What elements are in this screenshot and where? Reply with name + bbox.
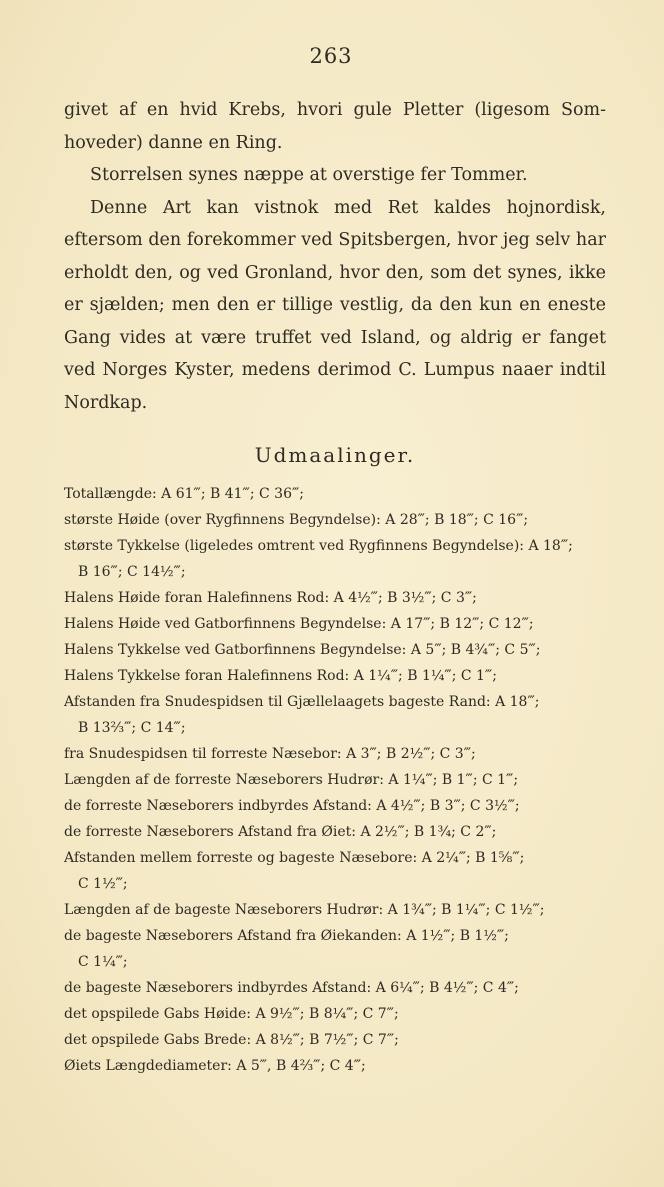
measurement-label: største Høide (over Rygfinnens Begyndelse): — [64, 512, 381, 528]
measurement-row — [64, 975, 606, 1001]
measurement-row — [64, 559, 606, 585]
measurement-row — [64, 767, 606, 793]
measurement-label: det opspilede Gabs Brede: — [64, 1032, 252, 1048]
measurement-values: A 1¼‴; B 1‴; C 1‴; — [388, 772, 519, 788]
measurement-label: Afstanden fra Snudespidsen til Gjællelaagets bageste Rand: — [64, 694, 491, 710]
measurement-row — [64, 1027, 606, 1053]
measurement-row — [64, 741, 606, 767]
measurement-row — [64, 611, 606, 637]
measurement-row — [64, 715, 606, 741]
measurement-row — [64, 533, 606, 559]
measurement-label: de forreste Næseborers indbyrdes Afstand: — [64, 798, 372, 814]
measurement-values: A 17‴; B 12‴; C 12‴; — [390, 616, 534, 632]
section-title: Udmaalinger. — [254, 443, 416, 467]
measurement-values: A 3‴; B 2½‴; C 3‴; — [346, 746, 476, 762]
measurement-row — [64, 897, 606, 923]
measurement-values: A 2¼‴; B 1⅝‴; — [421, 850, 525, 866]
measurement-row — [64, 481, 606, 507]
measurement-values: A 1½‴; B 1½‴; — [406, 928, 509, 944]
measurement-values: A 28‴; B 18‴; C 16‴; — [385, 512, 529, 528]
measurement-label: de bageste Næseborers Afstand fra Øiekanden: — [64, 928, 402, 944]
measurement-values: A 9½‴; B 8¼‴; C 7‴; — [255, 1006, 399, 1022]
measurement-values: A 61‴; B 41‴; C 36‴; — [161, 486, 304, 502]
measurement-label: Halens Tykkelse foran Halefinnens Rod: — [64, 668, 350, 684]
measurement-label: Halens Høide ved Gatborfinnens Begyndelse: — [64, 616, 387, 632]
page-number: 263 — [309, 44, 353, 68]
measurement-label: fra Snudespidsen til forreste Næsebor: — [64, 746, 342, 762]
body-text — [64, 94, 606, 419]
measurements-list — [64, 481, 606, 1079]
measurement-row — [64, 793, 606, 819]
measurement-label: Længden af de forreste Næseborers Hudrør: — [64, 772, 384, 788]
measurement-values: A 1¼‴; B 1¼‴; C 1‴; — [353, 668, 497, 684]
measurement-values: A 2½‴; B 1¾; C 2‴; — [360, 824, 497, 840]
measurement-values: C 1¼‴; — [78, 954, 128, 970]
measurement-values: A 4½‴; B 3½‴; C 3‴; — [333, 590, 477, 606]
measurement-values: A 18‴; — [528, 538, 573, 554]
measurement-values: A 18‴; — [495, 694, 540, 710]
measurement-label: Længden af de bageste Næseborers Hudrør: — [64, 902, 384, 918]
measurement-row — [64, 1001, 606, 1027]
measurement-values: A 5‴, B 4⅔‴; C 4‴; — [236, 1058, 366, 1074]
measurement-label: Halens Høide foran Halefinnens Rod: — [64, 590, 330, 606]
measurement-row — [64, 689, 606, 715]
measurement-values: A 1¾‴; B 1¼‴; C 1½‴; — [387, 902, 545, 918]
paragraph-distribution: Denne Art kan vistnok med Ret kaldes hojnordisk, eftersom den forekommer ved Spitsbergen, hvor jeg selv har erholdt den, og ved Gronland, hvor den, som det synes, ikke er sjælden; men den er tillige vestlig, da den kun en eneste Gang vides at være truffet ved Island, og aldrig er fanget ved Norges Kyster, medens derimod C. Lumpus naaer indtil Nordkap. — [64, 197, 606, 413]
measurement-row — [64, 949, 606, 975]
measurement-row — [64, 1053, 606, 1079]
measurement-values: B 16‴; C 14½‴; — [78, 564, 186, 580]
measurement-label: Afstanden mellem forreste og bageste Næsebore: — [64, 850, 418, 866]
measurement-label: det opspilede Gabs Høide: — [64, 1006, 252, 1022]
measurement-row — [64, 585, 606, 611]
measurement-label: de forreste Næseborers Afstand fra Øiet: — [64, 824, 356, 840]
measurement-row — [64, 663, 606, 689]
measurement-label: Totallængde: — [64, 486, 157, 502]
measurement-row — [64, 845, 606, 871]
measurement-values: A 4½‴; B 3‴; C 3½‴; — [376, 798, 520, 814]
measurement-row — [64, 507, 606, 533]
measurement-row — [64, 923, 606, 949]
paragraph-size: Storrelsen synes næppe at overstige fer Tommer. — [90, 165, 528, 185]
measurement-values: C 1½‴; — [78, 876, 128, 892]
measurement-label: de bageste Næseborers indbyrdes Afstand: — [64, 980, 372, 996]
measurement-label: Øiets Længdediameter: — [64, 1058, 232, 1074]
paragraph-continuation: givet af en hvid Krebs, hvori gule Pletter (ligesom Som-hoveder) danne en Ring. — [64, 100, 606, 153]
measurement-values: A 8½‴; B 7½‴; C 7‴; — [255, 1032, 399, 1048]
measurement-row — [64, 637, 606, 663]
measurement-label: Halens Tykkelse ved Gatborfinnens Begyndelse: — [64, 642, 407, 658]
measurement-values: A 6¼‴; B 4½‴; C 4‴; — [375, 980, 519, 996]
measurement-row — [64, 871, 606, 897]
measurement-label: største Tykkelse (ligeledes omtrent ved Rygfinnens Begyndelse): — [64, 538, 524, 554]
measurement-row — [64, 819, 606, 845]
measurement-values: B 13⅔‴; C 14‴; — [78, 720, 186, 736]
measurement-values: A 5‴; B 4¾‴; C 5‴; — [410, 642, 541, 658]
